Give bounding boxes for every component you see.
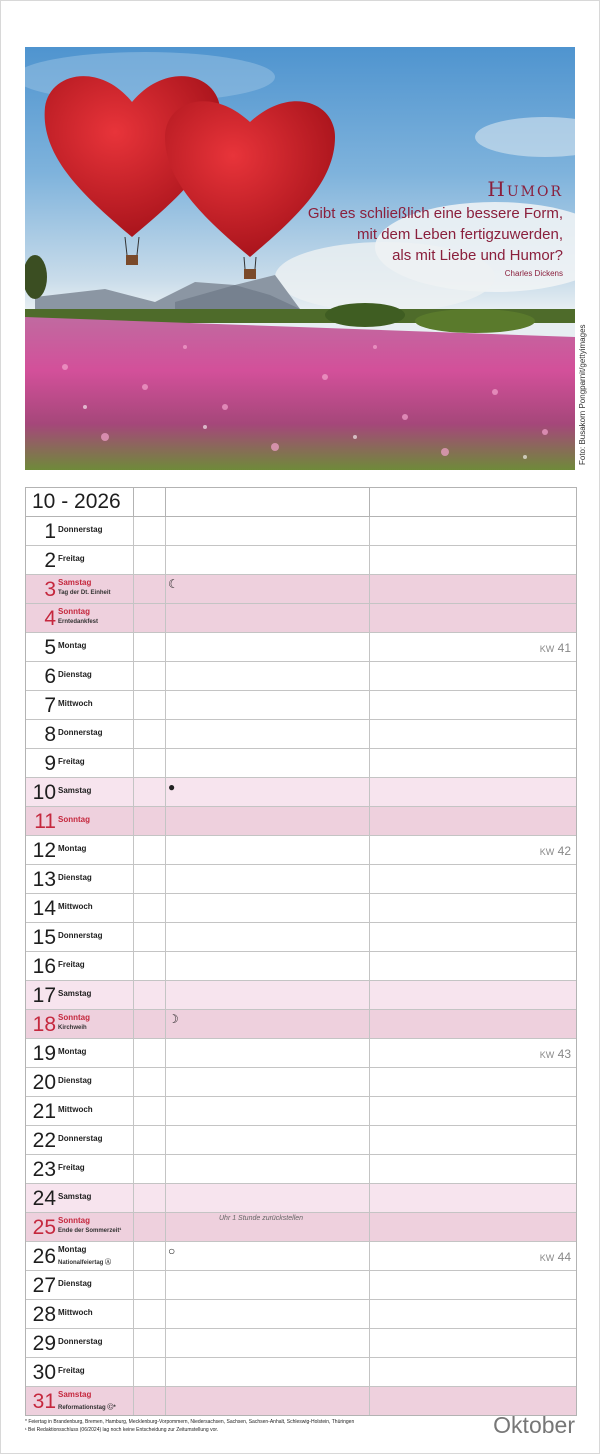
day-number: 6 — [44, 665, 56, 688]
weekday-label: Sonntag — [58, 1013, 90, 1022]
weekday-label: Dienstag — [58, 873, 92, 882]
weekday-label: Dienstag — [58, 1279, 92, 1288]
quote-line: mit dem Leben fertigzuwerden, — [357, 226, 563, 243]
day-number: 14 — [32, 897, 56, 920]
day-number: 4 — [44, 607, 56, 630]
kw-prefix: KW — [539, 1050, 555, 1060]
calendar-grid — [25, 487, 577, 1416]
kw-number: 41 — [557, 641, 571, 655]
day-row[interactable] — [26, 1300, 576, 1329]
day-row[interactable] — [26, 865, 576, 894]
day-number: 21 — [32, 1100, 56, 1123]
day-number: 26 — [32, 1245, 56, 1268]
day-row[interactable] — [26, 1184, 576, 1213]
weekday-label: Mittwoch — [58, 1308, 93, 1317]
weekday-label: Freitag — [58, 1366, 85, 1375]
weekday-label: Freitag — [58, 960, 85, 969]
day-number: 30 — [32, 1361, 56, 1384]
weekday-label: Donnerstag — [58, 931, 103, 940]
kw-number: 42 — [557, 844, 571, 858]
holiday-label: Tag der Dt. Einheit — [58, 590, 111, 596]
weekday-label: Sonntag — [58, 815, 90, 824]
weekday-label: Sonntag — [58, 607, 90, 616]
calendar-week-label — [540, 1047, 571, 1061]
day-row[interactable] — [26, 749, 576, 778]
holiday-label: Erntedankfest — [58, 619, 99, 625]
day-number: 28 — [32, 1303, 56, 1326]
day-row[interactable] — [26, 1329, 576, 1358]
day-number: 13 — [32, 868, 56, 891]
weekday-label: Mittwoch — [58, 699, 93, 708]
day-row[interactable] — [26, 1358, 576, 1387]
kw-number: 43 — [557, 1047, 571, 1061]
kw-prefix: KW — [539, 847, 555, 857]
weekday-label: Donnerstag — [58, 525, 103, 534]
weekday-label: Mittwoch — [58, 1105, 93, 1114]
day-number: 29 — [32, 1332, 56, 1355]
day-row[interactable] — [26, 1126, 576, 1155]
day-number: 7 — [44, 694, 56, 717]
day-row[interactable] — [26, 836, 576, 865]
quote-block — [308, 177, 563, 278]
weekday-label: Freitag — [58, 757, 85, 766]
day-row[interactable] — [26, 691, 576, 720]
weekday-label: Donnerstag — [58, 1134, 103, 1143]
day-row[interactable] — [26, 1387, 576, 1415]
weekday-label: Samstag — [58, 1390, 92, 1399]
weekday-label: Freitag — [58, 554, 85, 563]
day-row[interactable] — [26, 952, 576, 981]
calendar-week-label — [540, 844, 571, 858]
handwritten-note: Uhr 1 Stunde zurückstellen — [219, 1215, 304, 1222]
day-number: 2 — [44, 549, 56, 572]
day-number: 3 — [44, 578, 56, 601]
weekday-label: Montag — [58, 641, 87, 650]
day-row[interactable] — [26, 1068, 576, 1097]
day-row[interactable] — [26, 1213, 576, 1242]
calendar-header-row — [26, 488, 576, 517]
day-number: 15 — [32, 926, 56, 949]
weekday-label: Donnerstag — [58, 1337, 103, 1346]
day-number: 25 — [32, 1216, 56, 1239]
kw-prefix: KW — [539, 644, 555, 654]
photo-credit: Foto: Busakorn Pongparnit/gettyimages — [578, 324, 587, 465]
holiday-label: Ende der Sommerzeit¹ — [58, 1228, 122, 1234]
day-number: 22 — [32, 1129, 56, 1152]
calendar-week-label — [540, 641, 571, 655]
moon-phase-icon: ☽ — [168, 1012, 179, 1026]
day-row[interactable] — [26, 1039, 576, 1068]
weekday-label: Montag — [58, 844, 87, 853]
day-number: 8 — [44, 723, 56, 746]
day-number: 9 — [44, 752, 56, 775]
day-number: 27 — [32, 1274, 56, 1297]
day-row[interactable] — [26, 662, 576, 691]
kw-number: 44 — [557, 1250, 571, 1264]
moon-phase-icon: ○ — [168, 1244, 176, 1258]
weekday-label: Montag — [58, 1047, 87, 1056]
day-row[interactable] — [26, 894, 576, 923]
weekday-label: Donnerstag — [58, 728, 103, 737]
quote-line: Gibt es schließlich eine bessere Form, — [307, 205, 563, 222]
weekday-label: Sonntag — [58, 1216, 90, 1225]
weekday-label: Samstag — [58, 989, 92, 998]
quote-line: als mit Liebe und Humor? — [392, 247, 563, 264]
month-name: Oktober — [493, 1412, 575, 1438]
day-number: 10 — [32, 781, 56, 804]
day-number: 11 — [34, 810, 56, 833]
day-number: 31 — [32, 1390, 56, 1413]
moon-phase-icon: ☾ — [168, 577, 179, 591]
day-row[interactable] — [26, 1271, 576, 1300]
footnotes — [25, 1418, 465, 1434]
day-row[interactable] — [26, 604, 576, 633]
day-row[interactable] — [26, 546, 576, 575]
quote-title: Humor — [487, 177, 563, 201]
day-number: 24 — [32, 1187, 56, 1210]
moon-phase-icon: ● — [168, 780, 176, 794]
weekday-label: Samstag — [58, 1192, 92, 1201]
weekday-label: Montag — [58, 1245, 87, 1254]
day-number: 12 — [32, 839, 56, 862]
holiday-label: Kirchweih — [58, 1025, 87, 1031]
footnote: ¹ Bei Redaktionsschluss (06/2024) lag noch keine Entscheidung zur Zeitumstellung vor. — [25, 1427, 219, 1433]
day-row[interactable] — [26, 633, 576, 662]
day-row[interactable] — [26, 1010, 576, 1039]
day-row[interactable] — [26, 778, 576, 807]
month-year-label: 10 - 2026 — [32, 490, 121, 513]
weekday-label: Mittwoch — [58, 902, 93, 911]
weekday-label: Samstag — [58, 786, 92, 795]
day-number: 5 — [44, 636, 56, 659]
day-number: 17 — [32, 984, 56, 1007]
day-number: 23 — [32, 1158, 56, 1181]
holiday-label: Reformationstag Ⓒ* — [58, 1405, 116, 1411]
day-row[interactable] — [26, 1242, 576, 1271]
day-number: 16 — [32, 955, 56, 978]
day-row[interactable] — [26, 1155, 576, 1184]
day-row[interactable] — [26, 575, 576, 604]
weekday-label: Dienstag — [58, 670, 92, 679]
day-row[interactable] — [26, 981, 576, 1010]
day-row[interactable] — [26, 923, 576, 952]
holiday-label: Nationalfeiertag Ⓐ — [58, 1260, 112, 1266]
footnote: * Feiertag in Brandenburg, Bremen, Hamburg, Mecklenburg-Vorpommern, Niedersachsen, Sachsen, Sachsen-Anhalt, Schleswig-Holstein, Thüringen — [25, 1419, 355, 1425]
kw-prefix: KW — [539, 1253, 555, 1263]
day-row[interactable] — [26, 517, 576, 546]
day-number: 18 — [32, 1013, 56, 1036]
weekday-label: Samstag — [58, 578, 92, 587]
day-number: 1 — [44, 520, 56, 543]
calendar-week-label — [540, 1250, 571, 1264]
day-number: 19 — [32, 1042, 56, 1065]
day-row[interactable] — [26, 807, 576, 836]
weekday-label: Dienstag — [58, 1076, 92, 1085]
day-number: 20 — [32, 1071, 56, 1094]
header-photo — [25, 47, 575, 470]
quote-author: Charles Dickens — [504, 269, 563, 278]
day-row[interactable] — [26, 720, 576, 749]
weekday-label: Freitag — [58, 1163, 85, 1172]
day-row[interactable] — [26, 1097, 576, 1126]
